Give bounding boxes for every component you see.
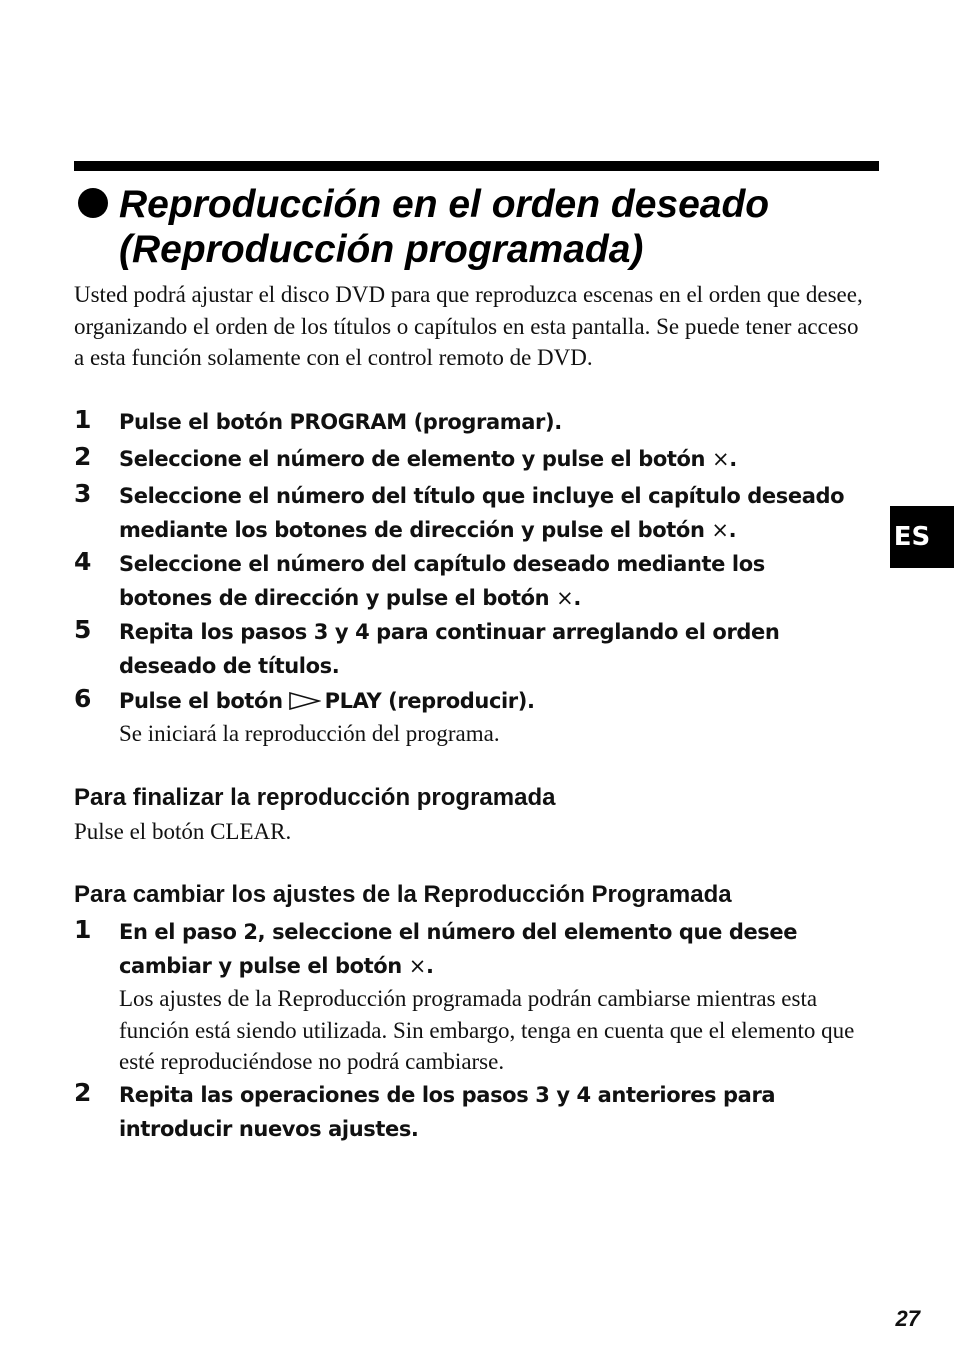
intro-paragraph: Usted podrá ajustar el disco DVD para que reproduzca escenas en el orden que desee, organizando el orden de los títulos o capítulos en esta pantalla. Se puede tener acceso a esta función solamente con el control remoto de DVD.: [74, 282, 863, 370]
enter-icon: ×: [556, 586, 574, 610]
enter-icon: ×: [712, 447, 730, 471]
step-text: Repita los pasos 3 y 4 para continuar arreglando el orden deseado de títulos.: [119, 620, 780, 678]
step-number: 4: [74, 547, 92, 576]
step-text: Seleccione el número del título que incluye el capítulo deseado mediante los botones de dirección y pulse el botón ×.: [119, 484, 845, 542]
step-number: 6: [74, 684, 92, 713]
step-text: Seleccione el número del capítulo deseado mediante los botones de dirección y pulse el botón ×.: [119, 552, 765, 610]
step-note: Se iniciará la reproducción del programa.: [119, 721, 500, 746]
step-number: 2: [74, 1078, 92, 1107]
enter-icon: ×: [711, 518, 729, 542]
step-5: [74, 615, 874, 683]
finish-text: Pulse el botón CLEAR.: [74, 819, 292, 844]
step-number: 5: [74, 615, 92, 644]
change-heading: Para cambiar los ajustes de la Reproducción Programada: [74, 881, 732, 908]
step-text: Repita las operaciones de los pasos 3 y 4 anteriores para introducir nuevos ajustes.: [119, 1083, 776, 1141]
section-rule: [74, 161, 879, 171]
step-6: [74, 684, 874, 750]
step-number: 3: [74, 479, 92, 508]
change-step-1: [74, 915, 874, 1078]
enter-icon: ×: [408, 954, 426, 978]
title-line-2: (Reproducción programada): [119, 228, 644, 271]
title-line-1: Reproducción en el orden deseado: [119, 183, 770, 226]
finish-heading: Para finalizar la reproducción programada: [74, 784, 556, 811]
step-note: Los ajustes de la Reproducción programada podrán cambiarse mientras esta función está siendo utilizada. Sin embargo, tenga en cuenta que el elemento que esté reproduciéndose no podrá cambiarse.: [119, 986, 855, 1074]
step-text: En el paso 2, seleccione el número del elemento que desee cambiar y pulse el botón ×.: [119, 920, 798, 978]
step-1: [74, 405, 874, 439]
section-title: [74, 182, 874, 272]
step-number: 1: [74, 915, 92, 944]
step-2: [74, 442, 874, 476]
language-tab: ES: [890, 506, 954, 568]
step-4: [74, 547, 874, 615]
play-icon: [289, 692, 321, 710]
change-step-2: [74, 1078, 874, 1146]
page-number: 27: [895, 1306, 920, 1331]
step-text: Pulse el botón PLAY (reproducir).: [119, 689, 535, 713]
step-number: 2: [74, 442, 92, 471]
step-text: Seleccione el número de elemento y pulse el botón ×.: [119, 447, 737, 471]
step-number: 1: [74, 405, 92, 434]
step-3: [74, 479, 874, 547]
step-text: Pulse el botón PROGRAM (programar).: [119, 410, 562, 434]
bullet-icon: [78, 188, 108, 218]
